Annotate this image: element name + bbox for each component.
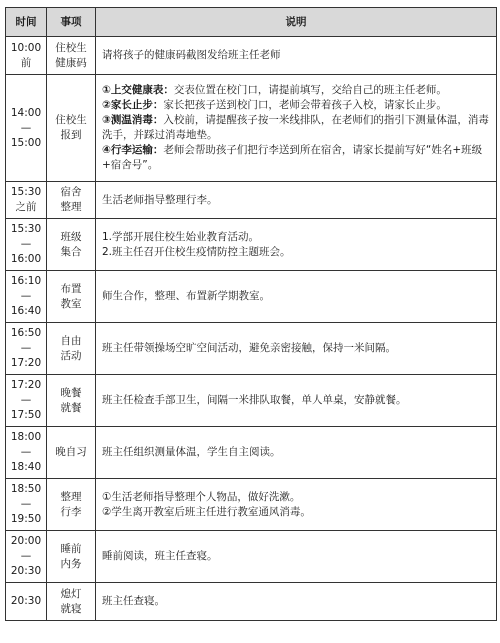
item-text: 自由 — [60, 334, 82, 347]
time-text: 20:00 — [10, 535, 42, 547]
time-text: 15:30 — [10, 223, 42, 235]
table-row — [6, 37, 497, 75]
time-cell — [6, 375, 47, 427]
item-text: 就餐 — [60, 401, 82, 414]
time-text: 18:40 — [10, 461, 42, 473]
desc-cell — [96, 479, 497, 531]
time-text: 16:10 — [10, 275, 42, 287]
item-cell — [47, 427, 96, 479]
desc-line: 班主任带领操场空旷空间活动，避免亲密接触，保持一米间隔。 — [102, 342, 396, 354]
time-text: 17:50 — [10, 409, 42, 421]
time-text: 17:20 — [10, 357, 42, 369]
desc-lead: ④行李运输： — [102, 144, 164, 156]
desc-text: 入校前，请提醒孩子按一米线排队，在老师们的指引下测量体温，消毒洗手，并踩过消毒地垫。 — [102, 114, 489, 141]
desc-lead: ②家长止步： — [102, 99, 164, 111]
time-text: 20:30 — [10, 565, 42, 577]
table-row — [6, 479, 497, 531]
table-row — [6, 75, 497, 182]
item-cell — [47, 75, 96, 182]
item-text: 整理 — [60, 490, 82, 503]
desc-line: ①生活老师指导整理个人物品，做好洗漱。 — [102, 490, 301, 503]
time-text: 18:00 — [10, 431, 42, 443]
desc-line: 班主任检查手部卫生，间隔一米排队取餐，单人单桌，安静就餐。 — [102, 394, 407, 406]
desc-line: 请将孩子的健康码截图发给班主任老师 — [102, 49, 281, 61]
table-row — [6, 182, 497, 219]
time-text: 16:50 — [10, 327, 42, 339]
time-cell — [6, 323, 47, 375]
time-text: 前 — [20, 56, 32, 69]
item-cell — [47, 479, 96, 531]
item-text: 住校生 — [55, 41, 87, 54]
item-text: 整理 — [60, 201, 82, 213]
table-row — [6, 271, 497, 323]
item-cell — [47, 531, 96, 583]
time-text: 20:30 — [10, 595, 42, 607]
item-text: 行李 — [60, 505, 82, 518]
desc-cell — [96, 219, 497, 271]
time-text: 19:50 — [10, 513, 42, 525]
desc-line: ②学生离开教室后班主任进行教室通风消毒。 — [102, 505, 311, 518]
item-text: 就寝 — [60, 602, 82, 615]
desc-line — [102, 143, 492, 173]
time-text: 10:00 — [10, 41, 42, 54]
item-text: 布置 — [60, 282, 82, 295]
time-text: 16:40 — [10, 305, 42, 317]
table-row — [6, 375, 497, 427]
time-text: — — [20, 290, 32, 302]
item-text: 晚自习 — [55, 446, 87, 458]
desc-text: 老师会帮助孩子们把行李送到所在宿舍，请家长提前写好“姓名+班级+宿舍号”。 — [102, 144, 483, 171]
table-row — [6, 531, 497, 583]
desc-cell — [96, 323, 497, 375]
desc-line — [102, 83, 492, 98]
time-cell — [6, 583, 47, 621]
time-cell — [6, 531, 47, 583]
time-text: — — [20, 550, 32, 562]
header-item: 事项 — [47, 8, 96, 37]
desc-line: 班主任组织测量体温，学生自主阅读。 — [102, 446, 281, 458]
schedule-container — [5, 7, 497, 621]
item-text: 熄灯 — [60, 587, 82, 600]
item-cell — [47, 271, 96, 323]
desc-line: 2.班主任召开住校生疫情防控主题班会。 — [102, 245, 291, 258]
desc-cell — [96, 427, 497, 479]
table-row — [6, 323, 497, 375]
time-text: 18:50 — [10, 483, 42, 495]
desc-line: 1.学部开展住校生始业教育活动。 — [102, 230, 260, 243]
desc-cell — [96, 271, 497, 323]
header-desc: 说明 — [96, 8, 497, 37]
item-text: 健康码 — [55, 56, 87, 69]
item-text: 报到 — [60, 129, 82, 141]
desc-line — [102, 98, 492, 113]
item-text: 睡前 — [60, 542, 82, 555]
time-cell — [6, 37, 47, 75]
desc-text: 家长把孩子送到校门口，老师会带着孩子入校，请家长止步。 — [163, 99, 447, 111]
time-text: 17:20 — [10, 379, 42, 391]
item-text: 晚餐 — [60, 386, 82, 399]
item-cell — [47, 219, 96, 271]
table-row — [6, 427, 497, 479]
item-cell — [47, 37, 96, 75]
time-cell — [6, 427, 47, 479]
item-text: 内务 — [60, 557, 82, 570]
desc-line: 班主任查寝。 — [102, 595, 165, 607]
time-text: — — [20, 394, 32, 406]
time-cell — [6, 219, 47, 271]
schedule-table — [5, 7, 497, 621]
table-row — [6, 219, 497, 271]
time-text: — — [20, 342, 32, 354]
item-cell — [47, 375, 96, 427]
time-text: 15:30 — [10, 186, 42, 198]
time-cell — [6, 75, 47, 182]
header-time: 时间 — [6, 8, 47, 37]
item-cell — [47, 323, 96, 375]
table-row — [6, 583, 497, 621]
desc-cell — [96, 583, 497, 621]
item-text: 活动 — [60, 349, 82, 362]
desc-line: 师生合作，整理、布置新学期教室。 — [102, 290, 270, 302]
item-cell — [47, 182, 96, 219]
item-text: 班级 — [60, 230, 82, 243]
time-text: — — [20, 498, 32, 510]
item-text: 集合 — [60, 245, 82, 258]
desc-text: 交表位置在校门口，请提前填写，交给自己的班主任老师。 — [173, 84, 447, 96]
time-text: 16:00 — [10, 253, 42, 265]
time-text: — — [20, 238, 32, 250]
time-cell — [6, 182, 47, 219]
desc-line: 睡前阅读，班主任查寝。 — [102, 550, 218, 562]
desc-lead: ③测温消毒： — [102, 114, 164, 126]
desc-cell — [96, 37, 497, 75]
desc-cell — [96, 182, 497, 219]
time-text: — — [20, 121, 32, 134]
desc-cell — [96, 75, 497, 182]
desc-cell — [96, 531, 497, 583]
time-text: 之前 — [15, 201, 37, 213]
item-text: 住校生 — [55, 114, 87, 126]
item-text: 宿舍 — [60, 186, 82, 198]
item-text: 教室 — [60, 297, 82, 310]
time-text: 14:00 — [10, 106, 42, 119]
time-cell — [6, 479, 47, 531]
time-text: — — [20, 446, 32, 458]
time-cell — [6, 271, 47, 323]
desc-lead: ①上交健康表： — [102, 84, 174, 96]
item-cell — [47, 583, 96, 621]
table-header-row — [6, 8, 497, 37]
time-text: 15:00 — [10, 136, 42, 149]
desc-line: 生活老师指导整理行李。 — [102, 193, 218, 206]
desc-cell — [96, 375, 497, 427]
desc-line — [102, 113, 492, 143]
